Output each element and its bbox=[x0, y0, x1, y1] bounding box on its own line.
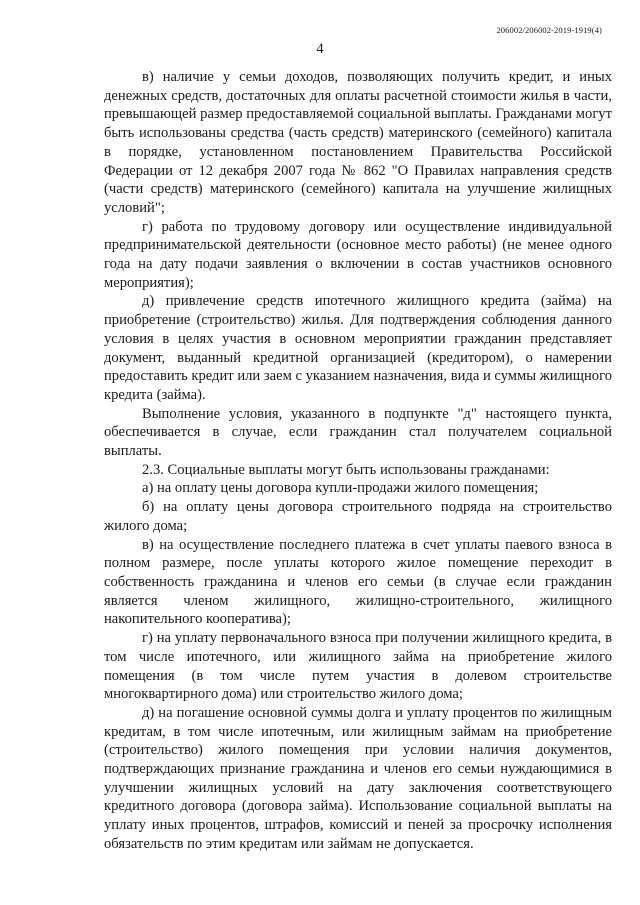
paragraph-mortgage-condition: д) привлечение средств ипотечного жилищного кредита (займа) на приобретение (строительство) жилья. Для подтверждения соблюдения данного условия в целях участия в основном мероприятии гражданин представляет документ, выданный кредитной организацией (кредитором), о намерении предоставить кредит или заем с указанием назначения, вида и суммы жилищного кредита (займа). bbox=[104, 293, 612, 403]
paragraph-use-g: г) на уплату первоначального взноса при получении жилищного кредита, в том числе ипотечного, или жилищного займа на приобретение жилого помещения (в том числе путем участия в долевом строительстве многоквартирного дома) или строительство жилого дома; bbox=[104, 630, 612, 703]
paragraph-use-a: а) на оплату цены договора купли-продажи жилого помещения; bbox=[142, 480, 539, 497]
paragraph-employment-condition: г) работа по трудовому договору или осуществление индивидуальной предпринимательской деятельности (основное место работы) (не менее одного года на дату подачи заявления о включении в состав участников основного мероприятия); bbox=[104, 218, 612, 291]
paragraph-use-d: д) на погашение основной суммы долга и уплату процентов по жилищным кредитам, в том числе ипотечным, или жилищным займам на приобретение (строительство) жилого помещения при условии наличия документов, подтверждающих признание гражданина и членов его семьи нуждающимися в улучшении жилищных условий на дату заключения соответствующего кредитного договора (договора займа). Использование социальной выплаты на уплату иных процентов, штрафов, комиссий и пеней за просрочку исполнения обязательств по этим кредитам или займам не допускается. bbox=[104, 704, 612, 852]
paragraph-use-v: в) на осуществление последнего платежа в счет уплаты паевого взноса в полном размере, после уплаты которого жилое помещение переходит в собственность гражданина и членов его семьи (в случае если гражданин является членом жилищного, жилищно-строительного, жилищного накопительного кооператива); bbox=[104, 536, 612, 628]
document-code: 206002/206002-2019-1919(4) bbox=[496, 25, 602, 35]
paragraph-use-b: б) на оплату цены договора строительного подряда на строительство жилого дома; bbox=[104, 499, 612, 534]
paragraph-condition-fulfillment: Выполнение условия, указанного в подпункте "д" настоящего пункта, обеспечивается в случае, если гражданин стал получателем социальной выплаты. bbox=[104, 405, 612, 460]
paragraph-section-2-3: 2.3. Социальные выплаты могут быть использованы гражданами: bbox=[142, 461, 550, 478]
document-body bbox=[104, 68, 612, 854]
paragraph-income-condition: в) наличие у семьи доходов, позволяющих получить кредит, и иных денежных средств, достаточных для оплаты расчетной стоимости жилья в части, превышающей размер предоставляемой социальной выплаты. Гражданами могут быть использованы средства (часть средств) материнского (семейного) капитала в порядке, установленном постановлением Правительства Российской Федерации от 12 декабря 2007 года № 862 "О Правилах направления средств (части средств) материнского (семейного) капитала на улучшение жилищных условий"; bbox=[104, 69, 612, 216]
page-number: 4 bbox=[316, 41, 324, 57]
